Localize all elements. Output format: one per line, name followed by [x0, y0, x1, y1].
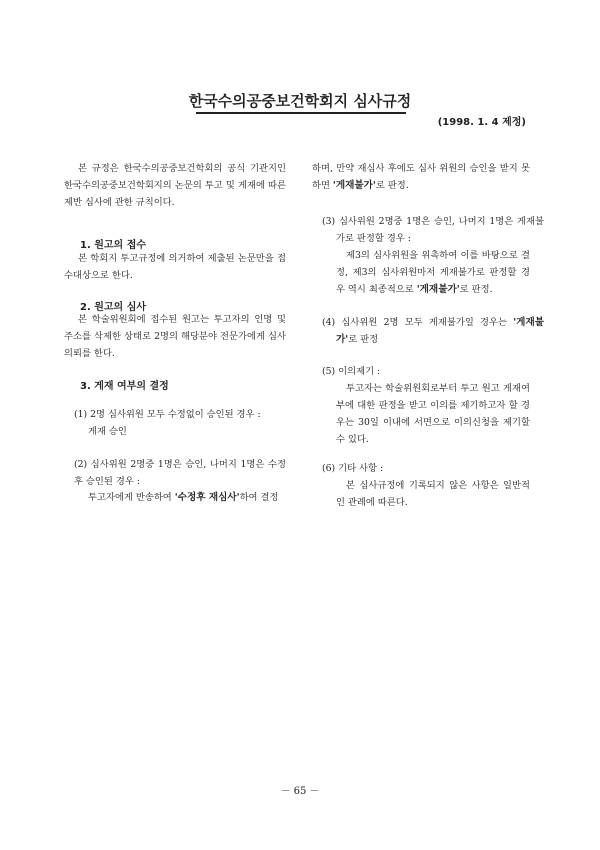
item-5-body: 투고자는 학술위원회로부터 투고 원고 게재여부에 대한 판정을 받고 이의를 제기하고자 할 경우는 30일 이내에 서면으로 이의신청을 제기할 수 있다.: [336, 383, 530, 445]
item-1-condition: (1) 2명 심사위원 모두 수정없이 승인된 경우 :: [74, 409, 261, 420]
item-6-heading: (6) 기타 사항 :: [322, 463, 384, 474]
page-number: － 65 －: [280, 786, 320, 797]
revise-resubmit-label: '수정후 재심사': [174, 492, 240, 503]
item-1-result: 게재 승인: [88, 426, 127, 437]
item-2-result: 투고자에게 반송하여 '수정후 재심사'하여 결정: [88, 492, 279, 503]
enactment-date: (1998. 1. 4 제정): [437, 117, 526, 128]
reject-label: '게재불가': [332, 180, 376, 191]
item-3-result: 제3의 심사위원을 위촉하여 이를 바탕으로 결정, 제3의 심사위원마저 게재불가로 판정할 경우 역시 최종적으로 '게재불가'로 판정.: [336, 250, 530, 295]
document-title: 한국수의공중보건학회지 심사규정: [188, 92, 412, 110]
reject-label: '게재불가': [336, 317, 544, 345]
item-2-condition: (2) 심사위원 2명중 1명은 승인, 나머지 1명은 수정 후 승인된 경우 :: [74, 459, 286, 487]
item-3-condition: (3) 심사위원 2명중 1명은 승인, 나머지 1명은 게재불가로 판정할 경우 :: [322, 216, 544, 244]
intro-paragraph: 본 규정은 한국수의공중보건학회의 공식 기관지인 한국수의공중보건학회지의 논문의 투고 및 게재에 따른 제반 심사에 관한 규칙이다.: [64, 163, 286, 208]
section-2-body: 본 학술위원회에 접수된 원고는 투고자의 인명 및 주소를 삭제한 상태로 2명의 해당분야 전문가에게 심사의뢰를 한다.: [64, 314, 286, 359]
item-4: (4) 심사위원 2명 모두 게재불가일 경우는 '게재불가'로 판정: [322, 317, 544, 345]
item-5-heading: (5) 이의제기 :: [322, 366, 381, 377]
section-1-body: 본 학회지 투고규정에 의거하여 제출된 논문만을 접수대상으로 한다.: [64, 253, 286, 281]
item-6-body: 본 심사규정에 기록되지 않은 사항은 일반적인 관례에 따른다.: [336, 480, 530, 508]
section-2-heading: 2. 원고의 심사: [80, 302, 147, 313]
reject-label: '게재불가': [416, 284, 460, 295]
section-1-heading: 1. 원고의 접수: [80, 240, 147, 251]
title-underline: [196, 112, 406, 114]
section-3-heading: 3. 게재 여부의 결정: [80, 381, 169, 392]
item-2-continuation: 하며, 만약 재심사 후에도 심사 위원의 승인을 받지 못하면 '게재불가'로 판정.: [312, 163, 530, 191]
